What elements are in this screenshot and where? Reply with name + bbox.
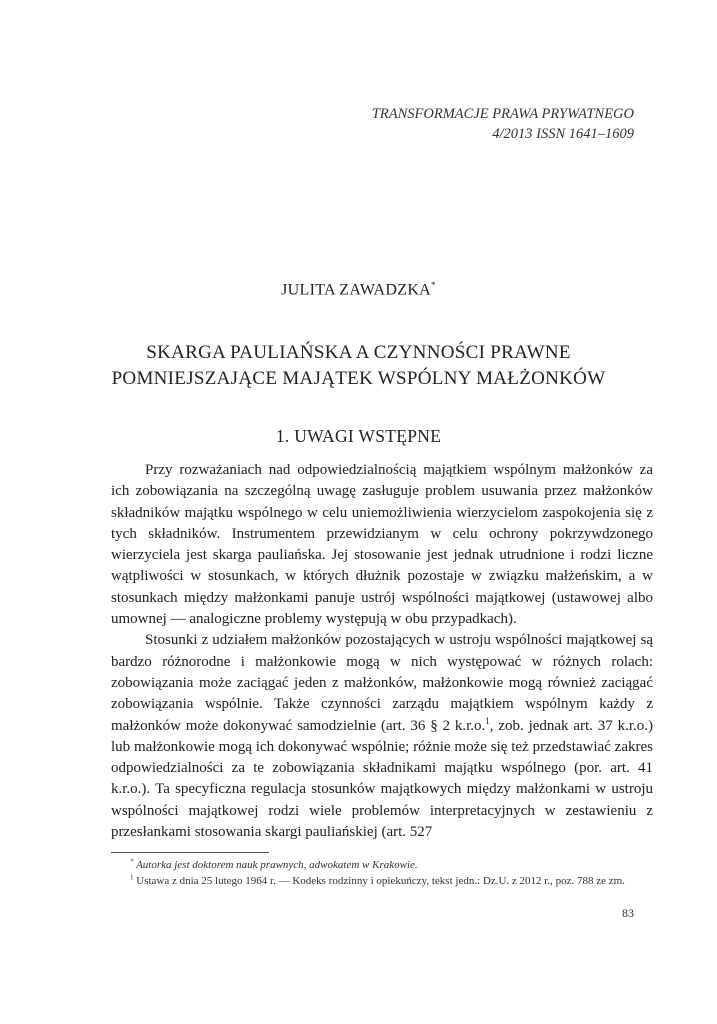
footnote-1: [130, 873, 650, 889]
paragraph-2-part-1: Stosunki z udziałem małżonków pozostających w ustroju wspólności majątkowej są bardzo różnorodne i małżonkowie mogą w nich występować w różnych rolach: zobowiązania może zaciągać jeden z małżonków, małżonkowie mogą również zaciągać zobowiązania wspólnie. Także czynności zarządu majątkiem wspólnym każdy z małżonków może dokonywać samodzielnie (art. 36 § 2 k.r.o.: [111, 632, 653, 734]
footnote-author: [130, 857, 650, 873]
journal-name: TRANSFORMACJE PRAWA PRYWATNEGO: [371, 106, 634, 122]
paragraph-1: Przy rozważaniach nad odpowiedzialnością majątkiem wspólnym małżonków za ich zobowiązania na szczególną uwagę zasługuje problem usuwania przez małżonków składników majątku wspólnego w celu uniemożliwienia wierzycielom zaspokojenia się z tych składników. Instrumentem przewidzianym w celu ochrony pokrzywdzonego wierzyciela jest skarga pauliańska. Jej stosowanie jest jednak utrudnione i rodzi liczne wątpliwości w stosunkach, w których dłużnik pozostaje w związku małżeńskim, a w stosunkach między małżonkami panuje ustrój wspólności majątkowej (ustawowej albo umownej — analogiczne problemy występują w obu przypadkach).: [111, 462, 653, 628]
journal-issue: 4/2013 ISSN 1641–1609: [492, 126, 634, 142]
author-footnote-mark[interactable]: *: [431, 280, 436, 290]
paragraph-2: [111, 630, 653, 843]
paragraph-2-part-2: , zob. jednak art. 37 k.r.o.) lub małżonkowie mogą ich dokonywać wspólnie; różnie może się też przedstawiać zakres odpowiedzialności za te zobowiązania składnikami majątku wspólnego (por. art. 41 k.r.o.). Ta specyficzna regulacja stosunków majątkowych między małżonkami w ustroju wspólności majątkowej rodzi wiele problemów interpretacyjnych w zestawieniu z przesłankami stosowania skargi pauliańskiej (art. 527: [111, 717, 653, 841]
footnote-author-mark: *: [130, 857, 134, 866]
footnote-1-mark: 1: [130, 873, 134, 882]
footnote-divider: [111, 852, 269, 853]
article-title: [0, 340, 717, 392]
title-line-2: POMNIEJSZAJĄCE MAJĄTEK WSPÓLNY MAŁŻONKÓW: [111, 368, 606, 389]
footnote-author-text: Autorka jest doktorem nauk prawnych, adwokatem w Krakowie.: [136, 859, 418, 871]
title-line-1: SKARGA PAULIAŃSKA A CZYNNOŚCI PRAWNE: [146, 342, 571, 363]
author-name: JULITA ZAWADZKA: [281, 281, 432, 299]
footnotes: [130, 857, 650, 889]
footnote-1-text: Ustawa z dnia 25 lutego 1964 r. — Kodeks rodzinny i opiekuńczy, tekst jedn.: Dz.U. z 2012 r., poz. 788 ze zm.: [136, 875, 625, 887]
body-text: [111, 460, 653, 843]
page-number: 83: [622, 906, 634, 920]
footnote-ref-1[interactable]: 1: [485, 715, 490, 726]
author-line: [0, 280, 717, 299]
journal-header: [372, 104, 634, 144]
section-heading: 1. UWAGI WSTĘPNE: [275, 426, 442, 446]
